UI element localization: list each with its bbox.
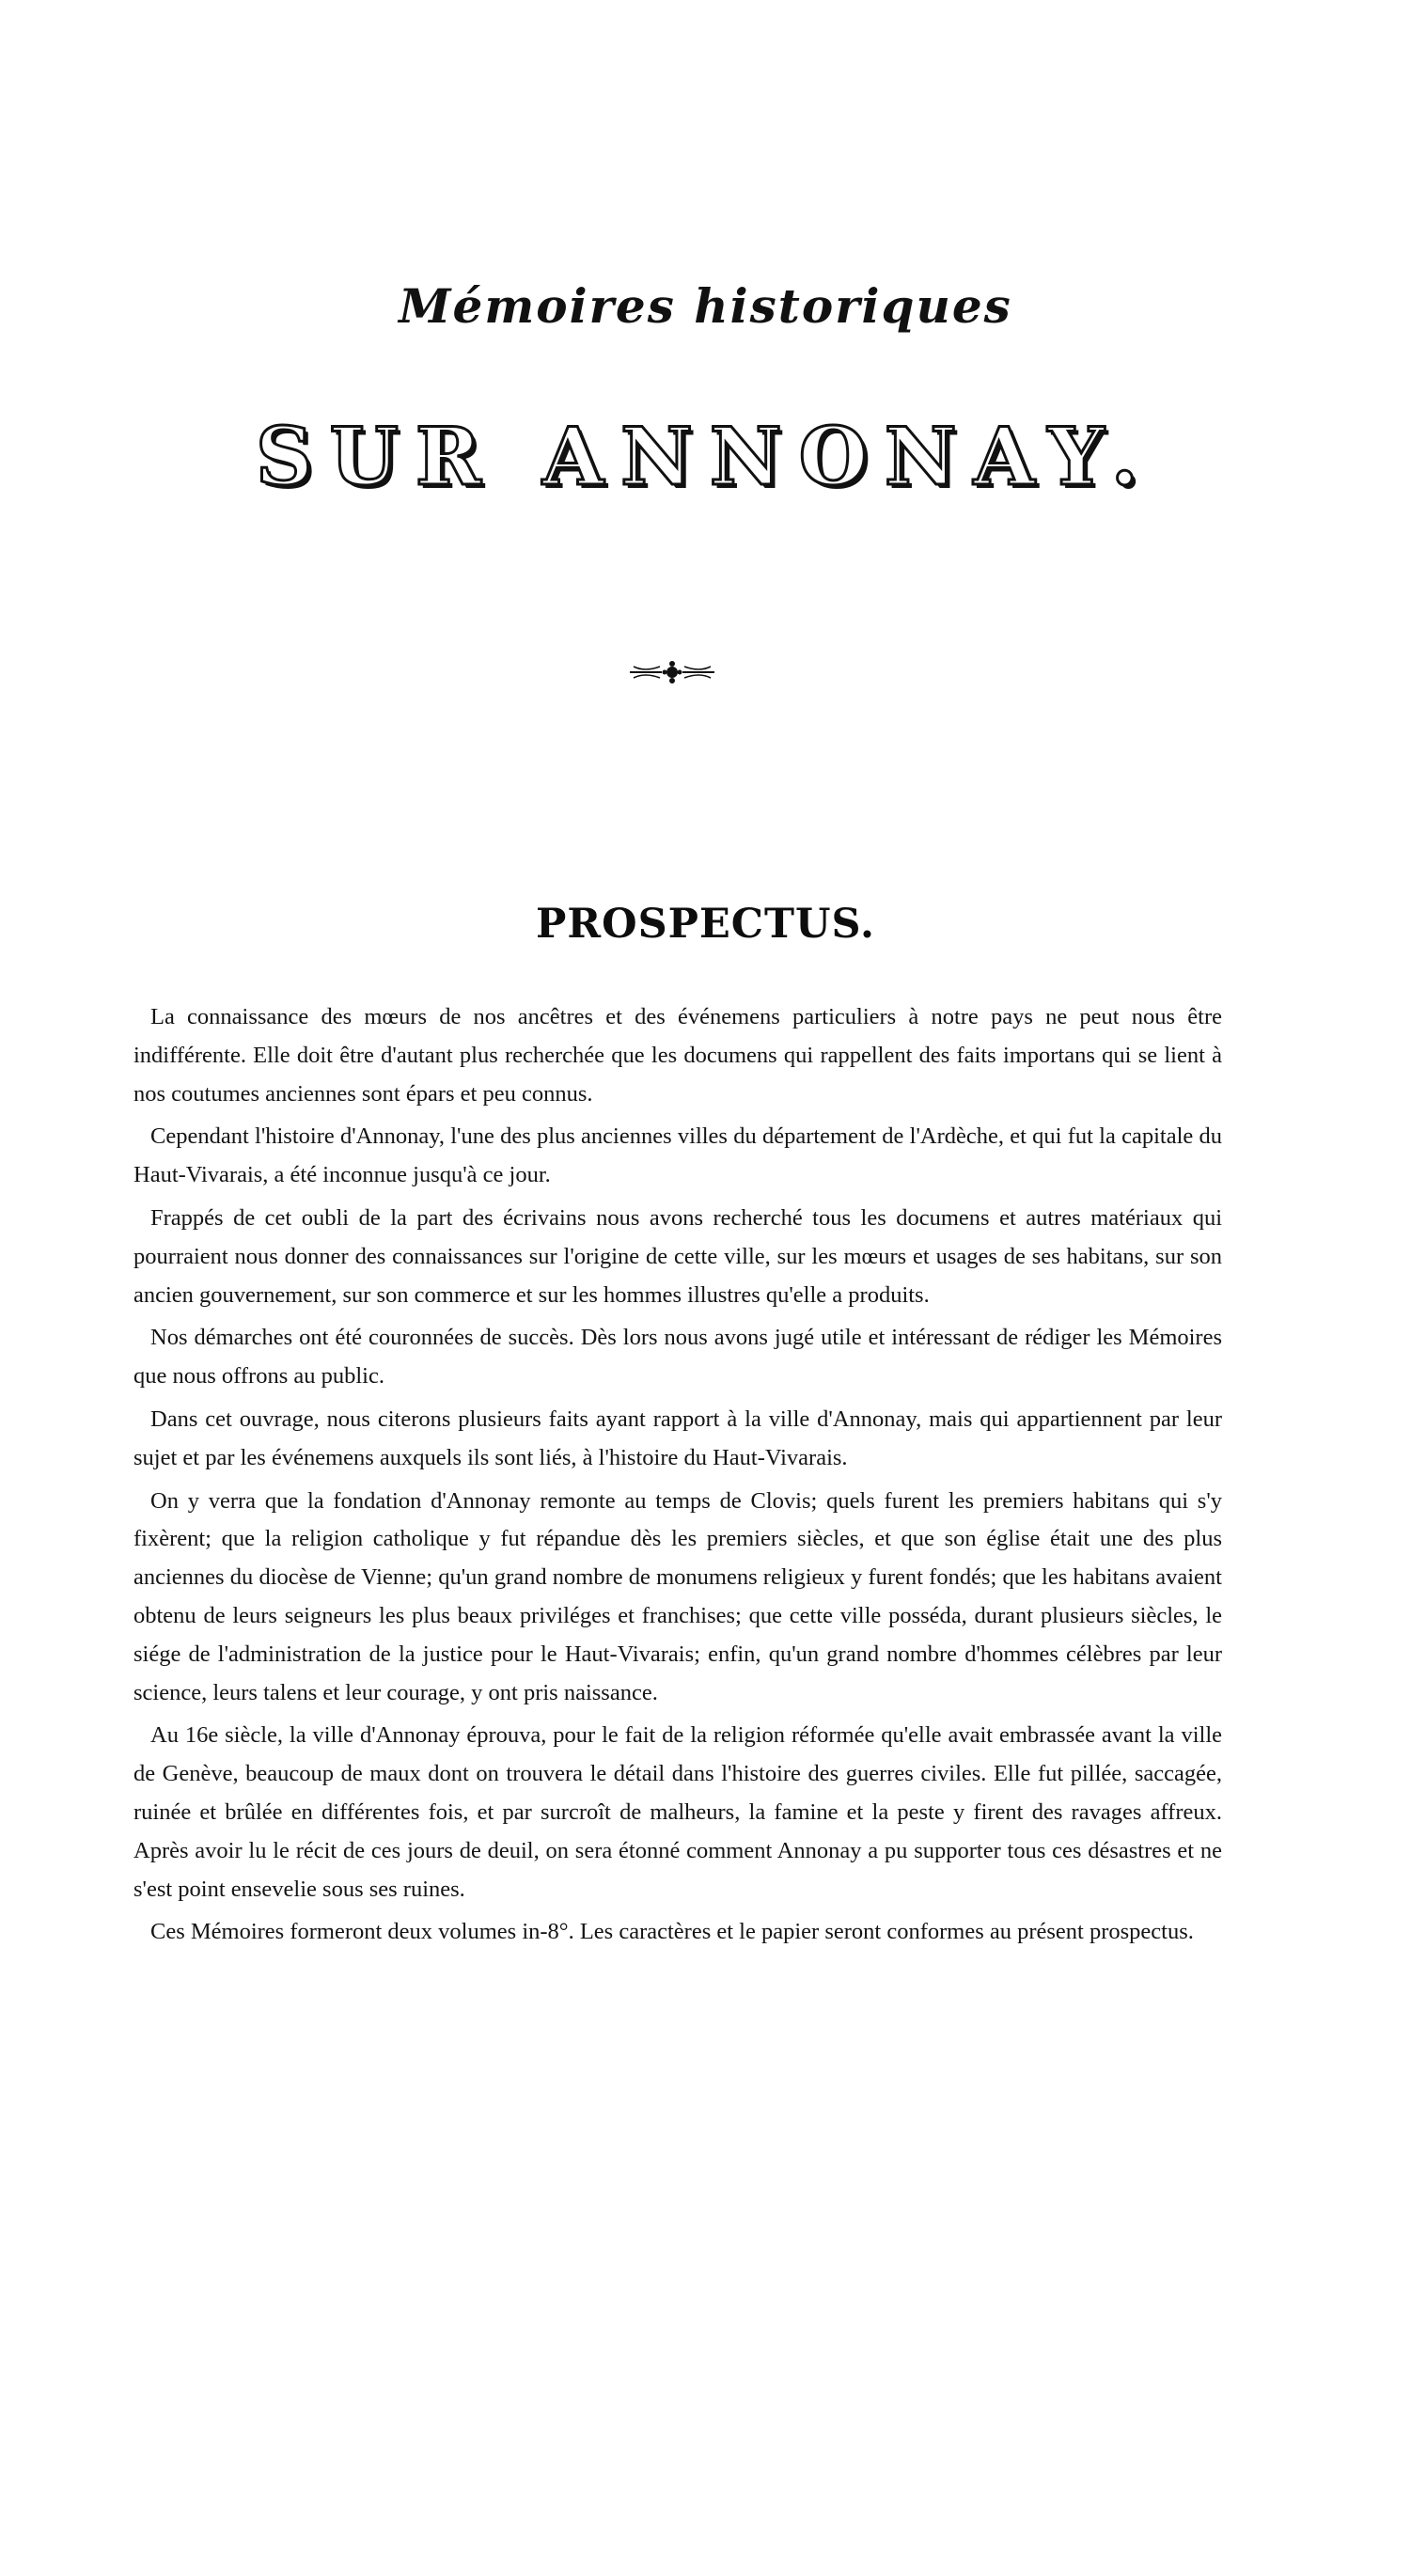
paragraph-8: Ces Mémoires formeront deux volumes in-8°. Les caractères et le papier seront conformes au présent prospectus. bbox=[150, 1919, 1194, 1945]
paragraph-7: Au 16e siècle, la ville d'Annonay éprouva, pour le fait de la religion réformée qu'elle avait embrassée avant la ville de Genève, beaucoup de maux dont on trouvera le détail dans l'histoire des guerres civiles. Elle fut pillée, saccagée, ruinée et brûlée en différentes fois, et par surcroît de malheurs, la famine et la peste y firent des ravages affreux. Après avoir lu le récit de ces jours de deuil, on sera étonné comment Annonay a pu supporter tous ces désastres et ne s'est point ensevelie sous ses ruines. bbox=[133, 1722, 1222, 1902]
prospectus-body bbox=[133, 998, 1222, 1956]
prospectus-heading: PROSPECTUS. bbox=[536, 901, 875, 948]
floral-ornament-icon bbox=[628, 658, 716, 686]
title-line-1: Mémoires historiques bbox=[399, 278, 1012, 334]
paragraph-2: Cependant l'histoire d'Annonay, l'une des plus anciennes villes du département de l'Ardèche, et qui fut la capitale du Haut-Vivarais, a été inconnue jusqu'à ce jour. bbox=[133, 1123, 1222, 1188]
paragraph-1: La connaissance des mœurs de nos ancêtres et des événemens particuliers à notre pays ne peut nous être indifférente. Elle doit être d'autant plus recherchée que les documens qui rappellent des faits importans qui se lient à nos coutumes anciennes sont épars et peu connus. bbox=[133, 1004, 1222, 1107]
paragraph-3: Frappés de cet oubli de la part des écrivains nous avons recherché tous les documens et autres matériaux qui pourraient nous donner des connaissances sur l'origine de cette ville, sur les mœurs et usages de ses habitans, sur son ancien gouvernement, sur son commerce et sur les hommes illustres qu'elle a produits. bbox=[133, 1204, 1222, 1308]
paragraph-5: Dans cet ouvrage, nous citerons plusieurs faits ayant rapport à la ville d'Annonay, mais qui appartiennent par leur sujet et par les événemens auxquels ils sont liés, à l'histoire du Haut-Vivarais. bbox=[133, 1406, 1222, 1470]
paragraph-4: Nos démarches ont été couronnées de succès. Dès lors nous avons jugé utile et intéressant de rédiger les Mémoires que nous offrons au public. bbox=[133, 1325, 1222, 1390]
paragraph-6: On y verra que la fondation d'Annonay remonte au temps de Clovis; quels furent les premiers habitans qui s'y fixèrent; que la religion catholique y fut répandue dès les premiers siècles, et que son église était une des plus anciennes du diocèse de Vienne; qu'un grand nombre de monumens religieux y furent fondés; que les habitans avaient obtenu de leurs seigneurs les plus beaux priviléges et franchises; que cette ville posséda, durant plusieurs siècles, le siége de l'administration de la justice pour le Haut-Vivarais; enfin, qu'un grand nombre d'hommes célèbres par leur science, leurs talens et leur courage, y ont pris naissance. bbox=[133, 1487, 1222, 1705]
title-line-2: SUR ANNONAY. bbox=[255, 410, 1156, 503]
